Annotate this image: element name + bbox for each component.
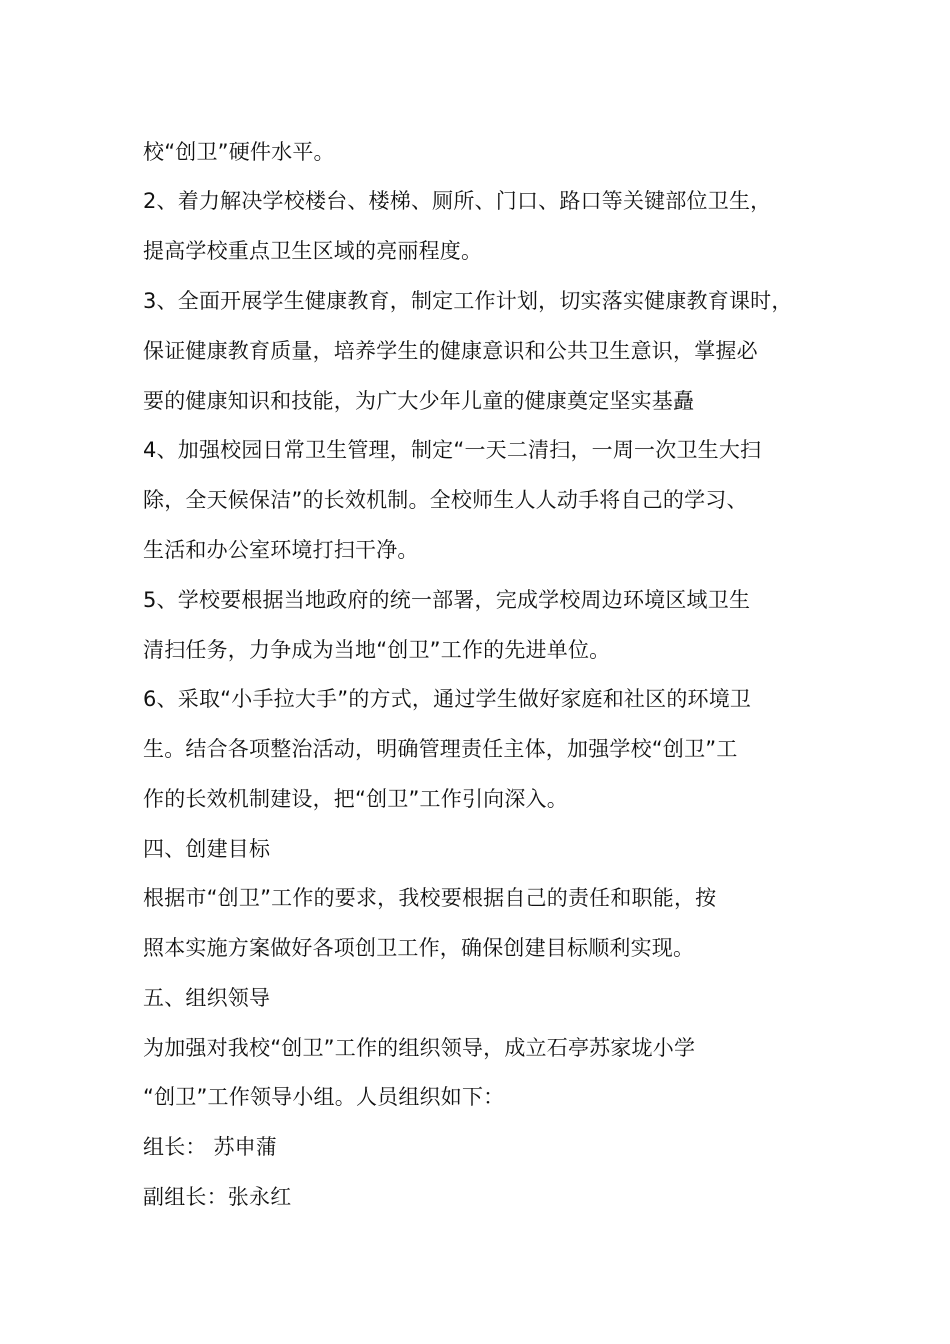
- text-line: “创卫”工作领导小组。人员组织如下：: [143, 1085, 505, 1109]
- section-heading: 四、创建目标: [143, 837, 271, 861]
- section-heading: 五、组织领导: [143, 986, 271, 1010]
- leader-entry: 组长： 苏申蒲: [143, 1135, 278, 1159]
- text-line: 清扫任务，力争成为当地“创卫”工作的先进单位。: [143, 638, 611, 662]
- text-line: 要的健康知识和技能，为广大少年儿童的健康奠定坚实基矗: [143, 389, 695, 413]
- text-line: 根据市“创卫”工作的要求，我校要根据自己的责任和职能，按: [143, 886, 717, 910]
- text-line: 4、加强校园日常卫生管理，制定“一天二清扫，一周一次卫生大扫: [143, 438, 762, 462]
- text-line: 6、采取“小手拉大手”的方式，通过学生做好家庭和社区的环境卫: [143, 687, 752, 711]
- text-line: 校“创卫”硬件水平。: [143, 140, 335, 164]
- text-line: 除，全天候保洁”的长效机制。全校师生人人动手将自己的学习、: [143, 488, 748, 512]
- text-line: 3、全面开展学生健康教育，制定工作计划，切实落实健康教育课时，: [143, 289, 793, 313]
- text-line: 作的长效机制建设，把“创卫”工作引向深入。: [143, 787, 568, 811]
- text-line: 为加强对我校“创卫”工作的组织领导，成立石亭苏家垅小学: [143, 1036, 696, 1060]
- text-line: 照本实施方案做好各项创卫工作，确保创建目标顺利实现。: [143, 936, 695, 960]
- text-line: 生。结合各项整治活动，明确管理责任主体，加强学校“创卫”工: [143, 737, 738, 761]
- text-line: 5、学校要根据当地政府的统一部署，完成学校周边环境区域卫生: [143, 588, 751, 612]
- text-line: 保证健康教育质量，培养学生的健康意识和公共卫生意识，掌握必: [143, 339, 758, 363]
- text-line: 提高学校重点卫生区域的亮丽程度。: [143, 239, 483, 263]
- deputy-leader-entry: 副组长：张永红: [143, 1185, 292, 1209]
- text-line: 2、着力解决学校楼台、楼梯、厕所、门口、路口等关键部位卫生，: [143, 189, 772, 213]
- text-line: 生活和办公室环境打扫干净。: [143, 538, 419, 562]
